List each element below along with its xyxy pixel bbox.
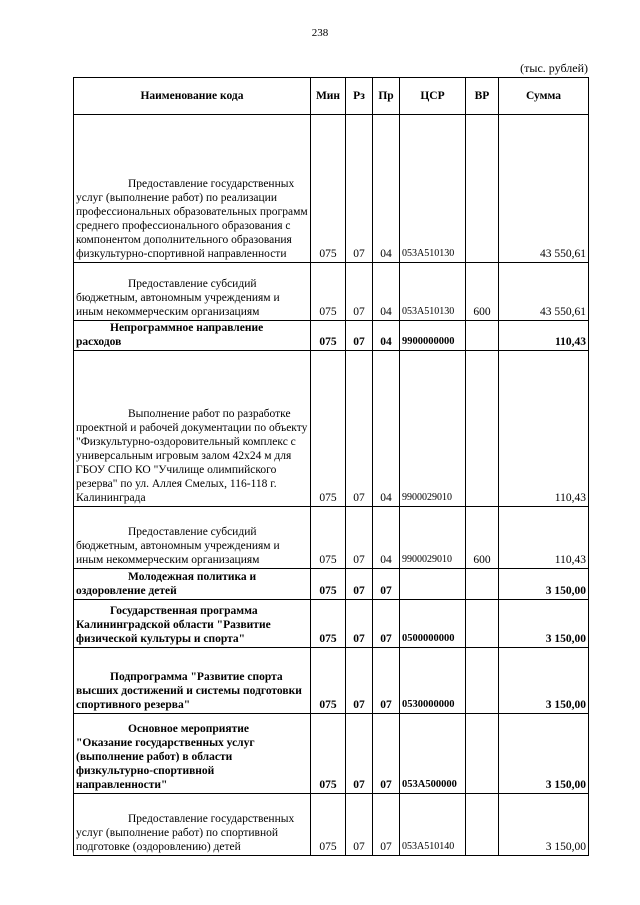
row-min: 075 [311, 115, 346, 263]
header-rz: Рз [346, 78, 373, 115]
row-min: 075 [311, 600, 346, 648]
row-csr: 9900029010 [400, 351, 466, 507]
row-vr [466, 569, 499, 600]
table-row [74, 794, 589, 856]
row-pr: 04 [373, 263, 400, 321]
row-csr: 053А510130 [400, 115, 466, 263]
row-vr: 600 [466, 263, 499, 321]
row-vr [466, 714, 499, 794]
row-vr: 600 [466, 507, 499, 569]
table-row [74, 351, 589, 507]
header-min: Мин [311, 78, 346, 115]
row-vr [466, 115, 499, 263]
table-row [74, 714, 589, 794]
table-row [74, 115, 589, 263]
row-sum: 43 550,61 [499, 115, 589, 263]
row-sum: 3 150,00 [499, 714, 589, 794]
row-name: Государственная программа Калининградской области "Развитие физической культуры и спорта" [74, 600, 311, 648]
row-name: Основное мероприятие "Оказание государственных услуг (выполнение работ) в области физкультурно-спортивной направленности" [74, 714, 311, 794]
row-csr: 9900000000 [400, 321, 466, 351]
row-name: Предоставление государственных услуг (выполнение работ) по реализации профессиональных образовательных программ среднего профессионального образования с компонентом дополнительного образования физкультурно-спортивной направленности [74, 115, 311, 263]
row-pr: 07 [373, 648, 400, 714]
table-row [74, 321, 589, 351]
row-vr [466, 794, 499, 856]
row-vr [466, 351, 499, 507]
row-pr: 04 [373, 321, 400, 351]
row-csr: 9900029010 [400, 507, 466, 569]
row-pr: 07 [373, 600, 400, 648]
row-csr: 0530000000 [400, 648, 466, 714]
row-pr: 07 [373, 714, 400, 794]
row-vr [466, 648, 499, 714]
header-vr: ВР [466, 78, 499, 115]
table-row [74, 600, 589, 648]
row-pr: 07 [373, 569, 400, 600]
row-rz: 07 [346, 714, 373, 794]
row-sum: 43 550,61 [499, 263, 589, 321]
table-row [74, 263, 589, 321]
row-csr: 0500000000 [400, 600, 466, 648]
header-csr: ЦСР [400, 78, 466, 115]
units-label: (тыс. рублей) [520, 61, 588, 75]
row-sum: 3 150,00 [499, 569, 589, 600]
row-min: 075 [311, 263, 346, 321]
page-number: 238 [311, 27, 329, 39]
row-min: 075 [311, 794, 346, 856]
header-sum: Сумма [499, 78, 589, 115]
row-csr: 053А510130 [400, 263, 466, 321]
row-vr [466, 321, 499, 351]
row-sum: 3 150,00 [499, 600, 589, 648]
row-name: Непрограммное направление расходов [74, 321, 311, 351]
table-row [74, 507, 589, 569]
row-min: 075 [311, 648, 346, 714]
row-rz: 07 [346, 600, 373, 648]
row-sum: 3 150,00 [499, 648, 589, 714]
row-min: 075 [311, 569, 346, 600]
row-pr: 04 [373, 507, 400, 569]
row-pr: 04 [373, 115, 400, 263]
header-pr: Пр [373, 78, 400, 115]
row-sum: 110,43 [499, 321, 589, 351]
row-csr: 053А500000 [400, 714, 466, 794]
row-rz: 07 [346, 794, 373, 856]
row-min: 075 [311, 321, 346, 351]
row-rz: 07 [346, 569, 373, 600]
budget-table [73, 77, 589, 856]
row-min: 075 [311, 714, 346, 794]
row-rz: 07 [346, 351, 373, 507]
row-rz: 07 [346, 507, 373, 569]
row-name: Молодежная политика и оздоровление детей [74, 569, 311, 600]
row-min: 075 [311, 351, 346, 507]
row-sum: 110,43 [499, 351, 589, 507]
row-name: Выполнение работ по разработке проектной и рабочей документации по объекту "Физкультурно-оздоровительный комплекс с универсальным игровым залом 42х24 м для ГБОУ СПО КО "Училище олимпийского резерва" по ул. Аллея Смелых, 116-118 г. Калининграда [74, 351, 311, 507]
table-row [74, 569, 589, 600]
table-header-row [74, 78, 589, 115]
row-name: Подпрограмма "Развитие спорта высших достижений и системы подготовки спортивного резерва" [74, 648, 311, 714]
row-min: 075 [311, 507, 346, 569]
row-rz: 07 [346, 648, 373, 714]
row-name: Предоставление субсидий бюджетным, автономным учреждениям и иным некоммерческим организациям [74, 263, 311, 321]
row-pr: 04 [373, 351, 400, 507]
table-row [74, 648, 589, 714]
row-pr: 07 [373, 794, 400, 856]
row-name: Предоставление субсидий бюджетным, автономным учреждениям и иным некоммерческим организациям [74, 507, 311, 569]
row-csr [400, 569, 466, 600]
row-rz: 07 [346, 115, 373, 263]
row-name: Предоставление государственных услуг (выполнение работ) по спортивной подготовке (оздоровлению) детей [74, 794, 311, 856]
row-rz: 07 [346, 263, 373, 321]
row-csr: 053А510140 [400, 794, 466, 856]
row-sum: 3 150,00 [499, 794, 589, 856]
header-name: Наименование кода [74, 78, 311, 115]
row-sum: 110,43 [499, 507, 589, 569]
row-vr [466, 600, 499, 648]
row-rz: 07 [346, 321, 373, 351]
